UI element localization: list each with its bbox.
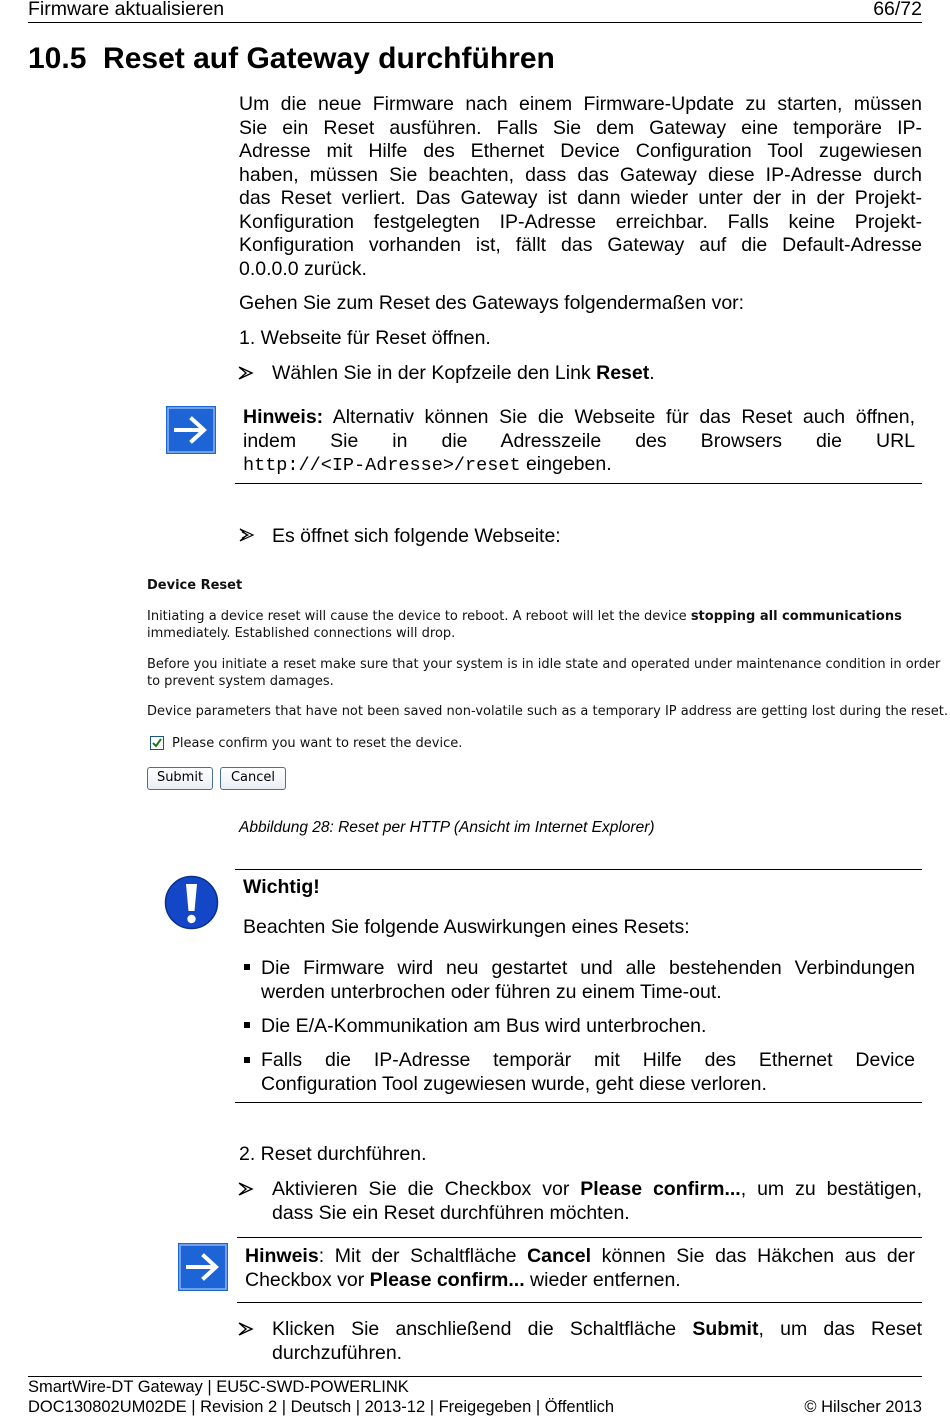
note-2-bottom-rule xyxy=(237,1302,922,1303)
important-bullet-1 xyxy=(261,957,915,1004)
header-rule xyxy=(28,22,922,23)
header-section: Firmware aktualisieren xyxy=(28,0,225,20)
result-arrow-icon xyxy=(239,527,257,543)
device-reset-webpage xyxy=(147,574,948,794)
bullet-3-line: Falls die IP-Adresse temporär mit Hilfe des Ethernet Device xyxy=(261,1049,915,1071)
step-2-action-text: Aktivieren Sie die Checkbox vor xyxy=(272,1178,581,1200)
please-confirm-ref: Please confirm... xyxy=(580,1178,741,1200)
webpage-p1-bold: stopping all communications xyxy=(690,609,902,624)
webpage-p2-line1: Before you initiate a reset make sure that your system is in idle state and operated under maintenance condition in order xyxy=(147,657,941,672)
note-2-text-mid: können Sie das Häkchen aus der xyxy=(591,1245,915,1267)
result-text: Es öffnet sich folgende Webseite: xyxy=(272,525,561,547)
reset-link-name: Reset xyxy=(596,362,650,384)
intro-line: 0.0.0.0 zurück. xyxy=(239,257,367,280)
footer-copyright: © Hilscher 2013 xyxy=(804,1398,922,1416)
footer-rule xyxy=(28,1376,922,1377)
note-1-label: Hinweis: xyxy=(243,406,324,428)
note-1-rule xyxy=(235,483,922,484)
submit-button[interactable]: Submit xyxy=(147,767,213,790)
final-action-line: durchzuführen. xyxy=(272,1341,403,1364)
note-1-text: Alternativ können Sie die Webseite für das Reset auch öffnen, xyxy=(323,406,915,428)
step-1-heading: 1. Webseite für Reset öffnen. xyxy=(239,327,491,349)
final-action-line xyxy=(272,1318,922,1342)
note-2-text: : Mit der Schaltfläche xyxy=(318,1245,528,1267)
bullet xyxy=(244,1022,250,1028)
step-2-action-mid: , um zu bestätigen, xyxy=(740,1178,923,1200)
cancel-ref: Cancel xyxy=(527,1245,592,1267)
step-2-heading: 2. Reset durchführen. xyxy=(239,1143,427,1165)
step-2-action-line: dass Sie ein Reset durchführen möchten. xyxy=(272,1201,630,1224)
intro-line: Konfiguration vorhanden ist, fällt das Gateway auf die Default-Adresse xyxy=(239,234,922,256)
note-1-line xyxy=(243,453,915,478)
webpage-p1-line2: immediately. Established connections will drop. xyxy=(147,626,456,641)
note-2-line2-pre: Checkbox vor xyxy=(245,1268,370,1291)
note-1-line xyxy=(243,406,915,430)
note-2-line xyxy=(245,1269,915,1293)
note-arrow-icon xyxy=(178,1243,228,1291)
intro-line: Konfiguration festgelegten IP-Adresse erreichbar. Falls keine Projekt- xyxy=(239,210,922,233)
exclamation-icon xyxy=(164,875,219,930)
note-2-label: Hinweis xyxy=(245,1245,319,1267)
note-2-line xyxy=(245,1245,915,1269)
intro-paragraph xyxy=(239,93,922,281)
cancel-button[interactable]: Cancel xyxy=(220,767,286,790)
confirm-checkbox[interactable] xyxy=(150,736,164,750)
note-2-top-rule xyxy=(237,1237,922,1238)
reset-url: http://<IP-Adresse>/reset xyxy=(243,455,521,476)
step-1-action-text: Wählen Sie in der Kopfzeile den Link xyxy=(272,362,597,384)
webpage-paragraph-1 xyxy=(147,608,902,642)
intro-line: haben, müssen Sie beachten, dass das Gateway diese IP-Adresse durch xyxy=(239,163,922,186)
checkmark-icon xyxy=(151,737,163,749)
webpage-p2-line2: to prevent system damages. xyxy=(147,674,334,689)
important-title: Wichtig! xyxy=(243,876,320,898)
important-top-rule xyxy=(235,869,922,870)
bullet xyxy=(244,964,250,970)
figure-caption: Abbildung 28: Reset per HTTP (Ansicht im Internet Explorer) xyxy=(239,819,655,836)
note-1-line: indem Sie in die Adresszeile des Browsers die URL xyxy=(243,429,915,452)
note-2-line2-post: wieder entfernen. xyxy=(524,1268,681,1291)
submit-ref: Submit xyxy=(692,1318,759,1340)
step-1-action-end: . xyxy=(649,362,655,384)
step-1-action xyxy=(272,362,655,386)
important-bullet-2: Die E/A-Kommunikation am Bus wird unterbrochen. xyxy=(261,1015,707,1037)
please-confirm-ref: Please confirm... xyxy=(369,1268,525,1291)
bullet-1-line: Die Firmware wird neu gestartet und alle bestehenden Verbindungen xyxy=(261,957,915,979)
footer-document-info: DOC130802UM02DE | Revision 2 | Deutsch | 2013-12 | Freigegeben | Öffentlich xyxy=(28,1398,615,1416)
proceed-text: Gehen Sie zum Reset des Gateways folgendermaßen vor: xyxy=(239,292,745,314)
action-arrow-icon xyxy=(238,366,254,380)
bullet-3-line: Configuration Tool zugewiesen wurde, geht diese verloren. xyxy=(261,1072,767,1095)
final-action xyxy=(272,1318,922,1365)
final-action-text: Klicken Sie anschließend die Schaltfläche xyxy=(272,1318,693,1340)
intro-line: Sie ein Reset ausführen. Falls Sie dem Gateway eine temporäre IP- xyxy=(239,116,922,139)
intro-line: das Reset verliert. Das Gateway ist dann wieder unter der in der Projekt- xyxy=(239,187,922,209)
webpage-paragraph-2 xyxy=(147,656,940,690)
section-title: 10.5 Reset auf Gateway durchführen xyxy=(28,42,555,75)
important-bottom-rule xyxy=(235,1102,922,1103)
step-2-action xyxy=(272,1178,922,1225)
header-page-number: 66/72 xyxy=(873,0,922,20)
webpage-paragraph-3: Device parameters that have not been saved non-volatile such as a temporary IP address are getting lost during the reset. xyxy=(147,704,948,719)
action-arrow-icon xyxy=(238,1182,254,1196)
note-1 xyxy=(243,406,915,478)
webpage-title: Device Reset xyxy=(147,578,243,593)
bullet xyxy=(244,1057,250,1063)
note-1-end: eingeben. xyxy=(520,453,612,475)
footer-product: SmartWire-DT Gateway | EU5C-SWD-POWERLINK xyxy=(28,1378,409,1396)
important-bullet-3 xyxy=(261,1049,915,1096)
confirm-checkbox-label: Please confirm you want to reset the device. xyxy=(172,736,463,751)
bullet-1-line: werden unterbrochen oder führen zu einem Time-out. xyxy=(261,980,722,1003)
important-intro: Beachten Sie folgende Auswirkungen eines Resets: xyxy=(243,916,690,938)
intro-line: Adresse mit Hilfe des Ethernet Device Configuration Tool zugewiesen xyxy=(239,140,922,162)
intro-line: Um die neue Firmware nach einem Firmware-Update zu starten, müssen xyxy=(239,93,922,115)
action-arrow-icon xyxy=(238,1322,254,1336)
step-2-action-line xyxy=(272,1178,922,1202)
note-arrow-icon xyxy=(166,406,216,454)
final-action-mid: , um das Reset xyxy=(758,1318,922,1340)
webpage-p1-text: Initiating a device reset will cause the device to reboot. A reboot will let the device xyxy=(147,609,691,624)
note-2 xyxy=(245,1245,915,1292)
